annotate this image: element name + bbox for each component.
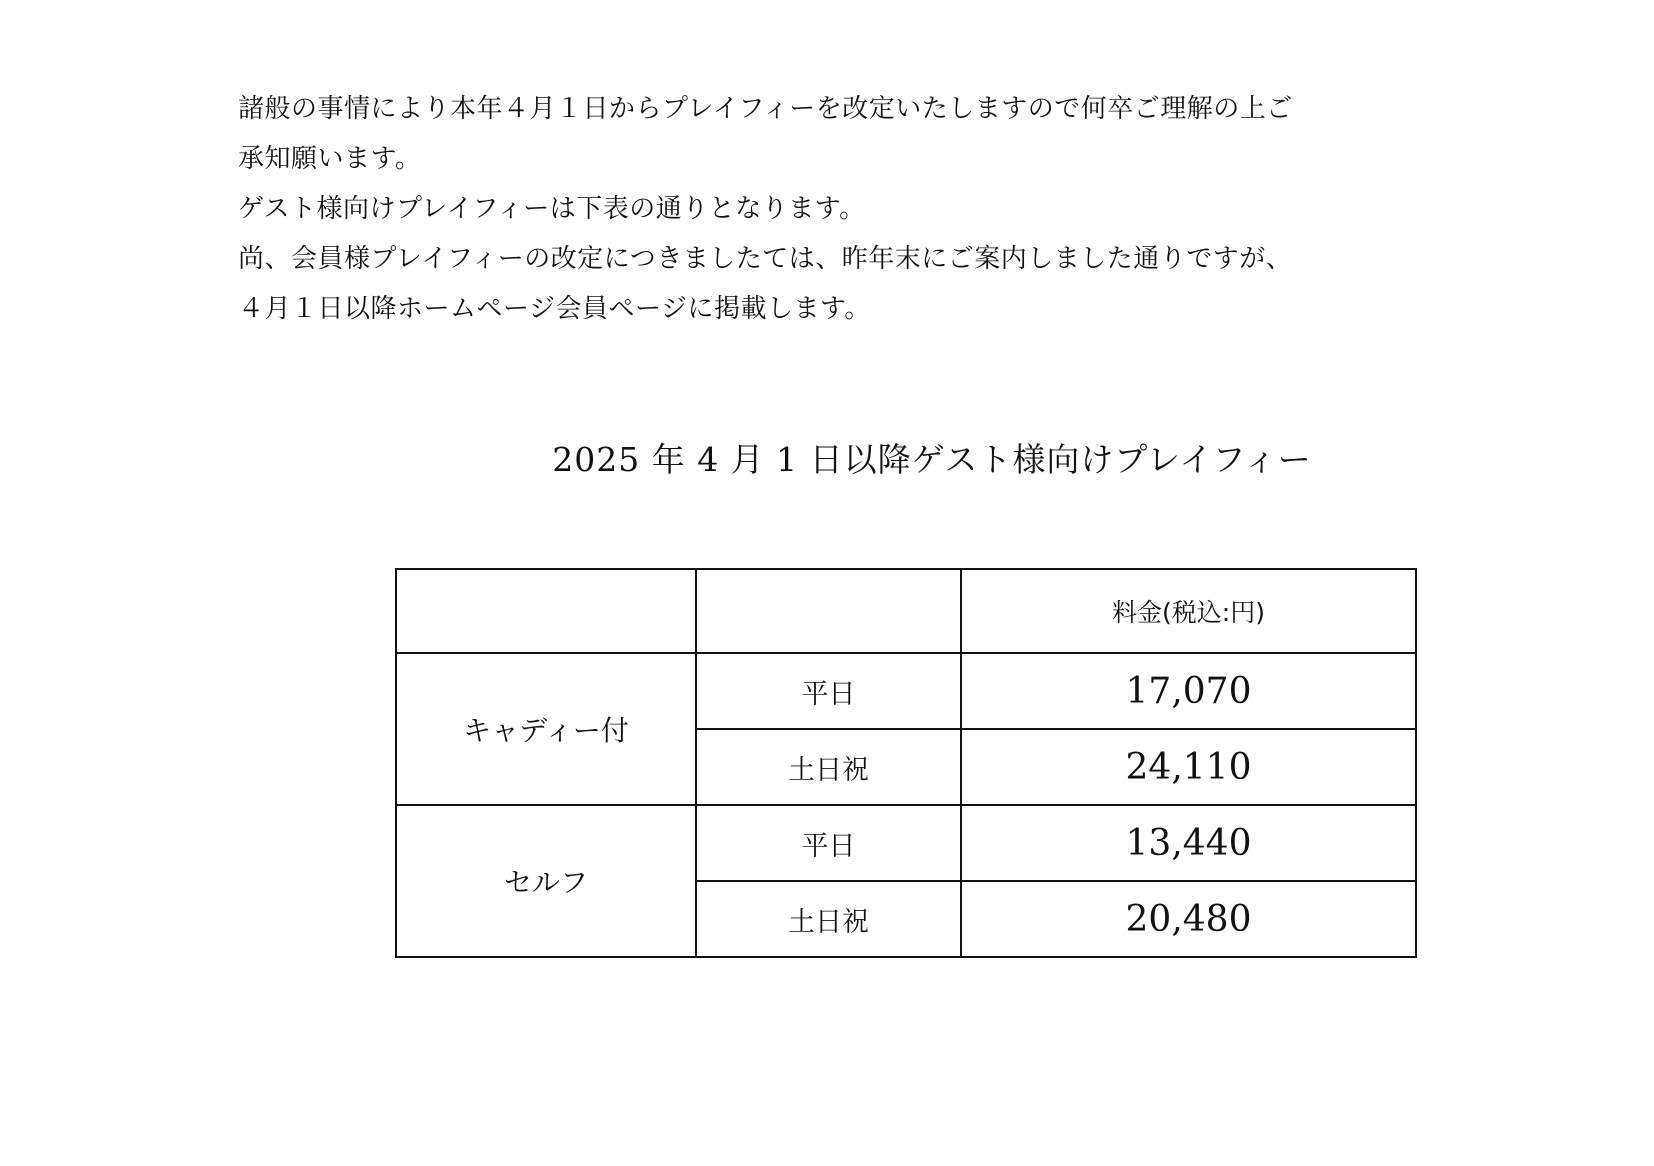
day-cell: 平日 [696, 805, 961, 881]
price-cell: 24,110 [961, 729, 1416, 805]
table-title: 2025 年 4 月 1 日以降ゲスト様向けプレイフィー [552, 440, 1312, 479]
notice-line: ゲスト様向けプレイフィーは下表の通りとなります。 [238, 194, 866, 224]
table-header-row [396, 569, 1416, 653]
notice-line: ４月１日以降ホームページ会員ページに掲載します。 [238, 294, 871, 324]
fee-table [395, 568, 1417, 958]
day-cell: 土日祝 [696, 729, 961, 805]
notice-line: 尚、会員様プレイフィーの改定につきましたては、昨年末にご案内しました通りですが、 [238, 244, 1293, 274]
table-row [396, 805, 1416, 881]
header-day-cell [696, 569, 961, 653]
notice-text [238, 84, 1438, 334]
table-row [396, 653, 1416, 729]
plan-cell-caddie: キャディー付 [396, 653, 696, 805]
header-plan-cell [396, 569, 696, 653]
price-cell: 13,440 [961, 805, 1416, 881]
header-price-cell: 料金(税込:円) [961, 569, 1416, 653]
price-cell: 17,070 [961, 653, 1416, 729]
notice-line: 承知願います。 [238, 144, 422, 174]
day-cell: 平日 [696, 653, 961, 729]
price-cell: 20,480 [961, 881, 1416, 957]
plan-cell-self: セルフ [396, 805, 696, 957]
day-cell: 土日祝 [696, 881, 961, 957]
notice-line: 諸般の事情により本年４月１日からプレイフィーを改定いたしますので何卒ご理解の上ご [238, 94, 1293, 124]
